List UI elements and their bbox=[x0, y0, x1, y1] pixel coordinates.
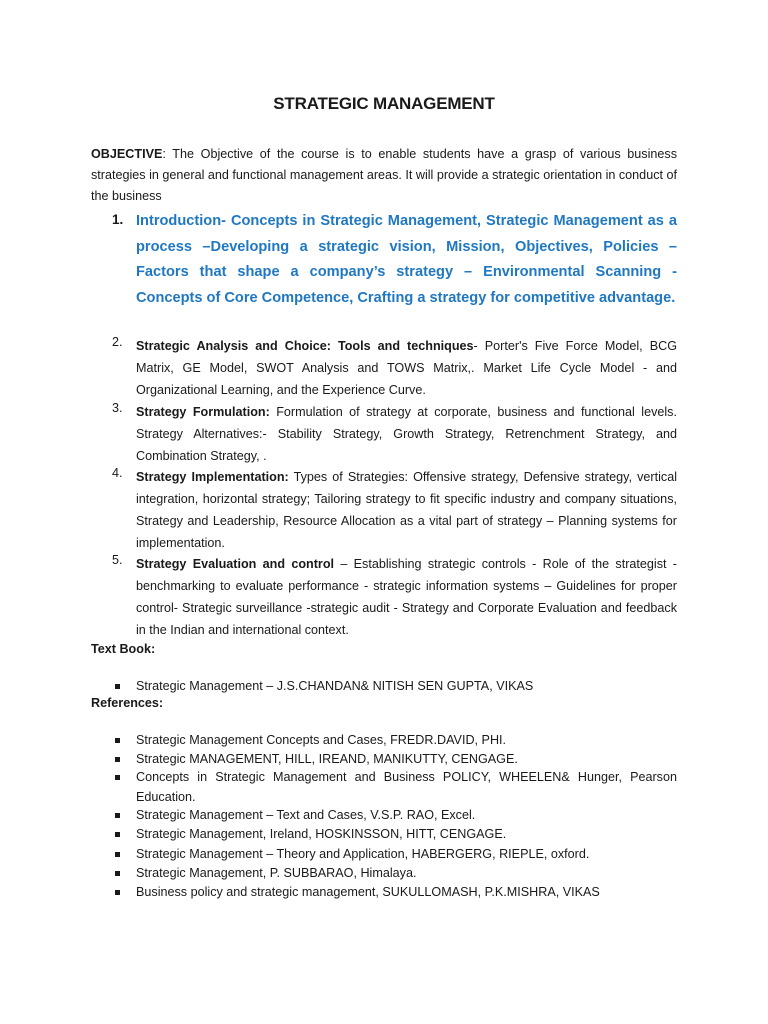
square-bullet-icon bbox=[115, 684, 120, 689]
topic-heading: Strategy Evaluation and control bbox=[136, 557, 335, 571]
topic-text: – Establishing strategic controls - Role of the strategist - benchmarking to evaluate performance - strategic information systems – Guidelines for proper control- Strategic surveillance -strategic audit - Strategy and Corporate Evaluation and feedback in the Indian and international context. bbox=[136, 557, 677, 637]
references-heading: References: bbox=[91, 696, 164, 710]
topic-number: 2. bbox=[112, 335, 123, 349]
square-bullet-icon bbox=[115, 871, 120, 876]
topic-number: 3. bbox=[112, 401, 123, 415]
document-page: STRATEGIC MANAGEMENT OBJECTIVE: The Objective of the course is to enable students have a grasp of various business strategies in general and functional management areas. It will provide a strategic orientation in conduct of the business 1. Introduction- Concepts in Strategic Management, Strategic Management as a process –Developing a strategic vision, Mission, Objectives, Policies – Factors that shape a company’s strategy – Environmental Scanning - Concepts of Core Competence, Crafting a strategy for competitive advantage. 2. Strategic Analysis and Choice: Tools and techniques- Porter's Five Force Model, BCG Matrix, GE Model, SWOT Analysis and TOWS Matrix,. Market Life Cycle Model - and Organizational Learning, and the Experience Curve. 3. Strategy Formulation: Formulation of strategy at corporate, business and functional levels. Strategy Alternatives:- Stability Strategy, Growth Strategy, Retrenchment Strategy, and Combination Strategy, . 4. Strategy Implementation: Types of Strategies: Offensive strategy, Defensive strategy, vertical integration, horizontal strategy; Tailoring strategy to fit specific industry and company situations, Strategy and Leadership, Resource Allocation as a vital part of strategy – Planning systems for implementation. 5. Strategy Evaluation and control – Establishing strategic controls - Role of the strategist - benchmarking to evaluate performance - strategic information systems – Guidelines for proper control- Strategic surveillance -strategic audit - Strategy and Corporate Evaluation and feedback in the Indian and international context. Text Book: Strategic Management – J.S.CHANDAN& NITISH SEN GUPTA, VIKAS References: Strategic Management Concepts and Cases, FREDR.DAVID, PHI. Strategic MANAGEMENT, HILL, IREAND, MANIKUTTY, CENGAGE. Concepts in Strategic Management and Business POLICY, WHEELEN& Hunger, Pearson Education. Strategic Management – Text and Cases, V.S.P. RAO, Excel. Strategic Management, Ireland, HOSKINSSON, HITT, CENGAGE. Strategic Management – Theory and Application, HABERGERG, RIEPLE, oxford. Strategic Management, P. SUBBARAO, Himalaya. Business policy and strategic management, SUKULLOMASH, P.K.MISHRA, VIKAS bbox=[0, 0, 768, 1024]
topic-text: Introduction- Concepts in Strategic Management, Strategic Management as a process –Developing a strategic vision, Mission, Objectives, Policies – Factors that shape a company’s strategy – Environmental Scanning - Concepts of Core Competence, Crafting a strategy for competitive advantage. bbox=[136, 213, 677, 306]
topic-body bbox=[136, 401, 677, 467]
objective-text: : The Objective of the course is to enable students have a grasp of various business strategies in general and functional management areas. It will provide a strategic orientation in conduct of the business bbox=[91, 147, 677, 203]
square-bullet-icon bbox=[115, 757, 120, 762]
topic-heading: Strategic Analysis and Choice: Tools and techniques bbox=[136, 339, 474, 353]
topic-heading: Strategy Implementation: bbox=[136, 470, 289, 484]
square-bullet-icon bbox=[115, 890, 120, 895]
topic-text: Formulation of strategy at corporate, business and functional levels. Strategy Alternatives:- Stability Strategy, Growth Strategy, Retrenchment Strategy, and Combination Strategy, . bbox=[136, 405, 677, 463]
square-bullet-icon bbox=[115, 813, 120, 818]
objective-paragraph bbox=[91, 144, 677, 207]
topic-body bbox=[136, 466, 677, 554]
square-bullet-icon bbox=[115, 832, 120, 837]
square-bullet-icon bbox=[115, 852, 120, 857]
square-bullet-icon bbox=[115, 775, 120, 780]
topic-text: Types of Strategies: Offensive strategy, Defensive strategy, vertical integration, horizontal strategy; Tailoring strategy to fit specific industry and company situations, Strategy and Leadership, Resource Allocation as a vital part of strategy – Planning systems for implementation. bbox=[136, 470, 677, 550]
topic-text: - Porter's Five Force Model, BCG Matrix, GE Model, SWOT Analysis and TOWS Matrix,. Market Life Cycle Model - and Organizational Learning, and the Experience Curve. bbox=[136, 339, 677, 397]
topic-body bbox=[136, 553, 677, 641]
square-bullet-icon bbox=[115, 738, 120, 743]
topic-body bbox=[136, 335, 677, 401]
text-book-heading: Text Book: bbox=[91, 642, 156, 656]
document-title: STRATEGIC MANAGEMENT bbox=[273, 94, 495, 113]
topic-heading: Strategy Formulation: bbox=[136, 405, 270, 419]
objective-label: OBJECTIVE bbox=[91, 147, 163, 161]
topic-number: 4. bbox=[112, 466, 123, 480]
topic-number: 5. bbox=[112, 553, 123, 567]
topic-number: 1. bbox=[112, 212, 124, 227]
